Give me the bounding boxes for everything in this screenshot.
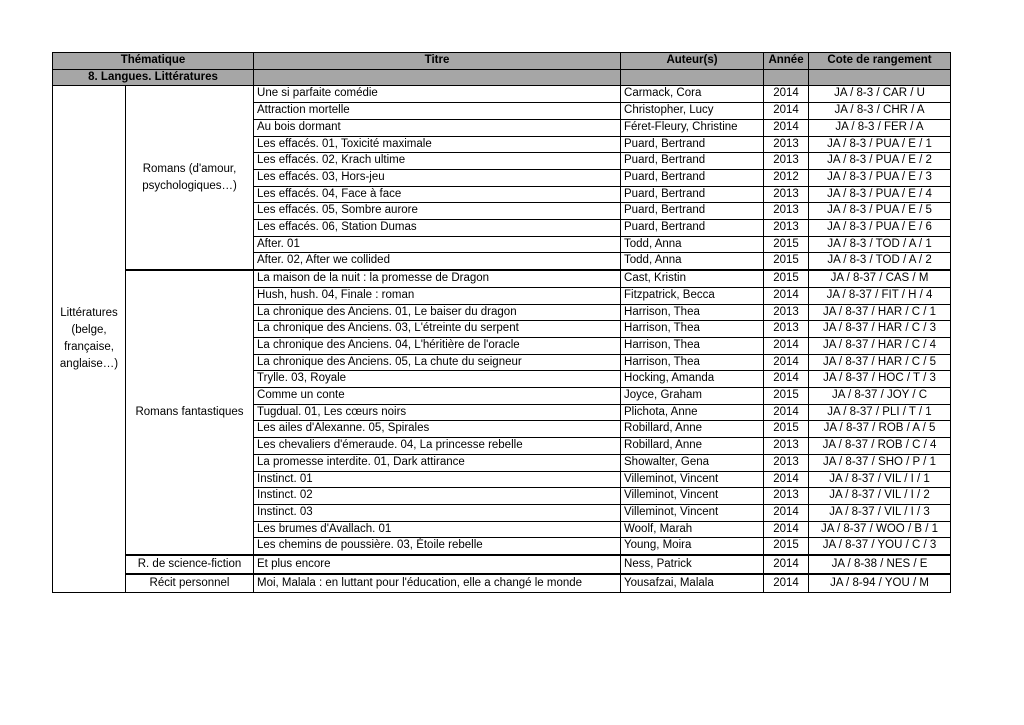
year-cell: 2013 [764, 321, 809, 338]
shelf-code-cell: JA / 8-3 / PUA / E / 3 [809, 169, 951, 186]
year-cell: 2013 [764, 438, 809, 455]
year-cell: 2015 [764, 253, 809, 270]
year-cell: 2013 [764, 203, 809, 220]
group-cell: Romans fantastiques [126, 270, 254, 555]
title-cell: Les effacés. 05, Sombre aurore [254, 203, 621, 220]
year-cell: 2014 [764, 337, 809, 354]
author-cell: Robillard, Anne [621, 421, 764, 438]
table-row [53, 574, 951, 593]
shelf-code-cell: JA / 8-37 / FIT / H / 4 [809, 287, 951, 304]
title-cell: Les chemins de poussière. 03, Étoile rebelle [254, 538, 621, 555]
shelf-code-cell: JA / 8-3 / CHR / A [809, 103, 951, 120]
title-cell: Instinct. 03 [254, 504, 621, 521]
author-cell: Joyce, Graham [621, 388, 764, 405]
title-cell: Les chevaliers d'émeraude. 04, La princesse rebelle [254, 438, 621, 455]
section-empty-cell [809, 69, 951, 86]
shelf-code-cell: JA / 8-3 / TOD / A / 2 [809, 253, 951, 270]
header-cote: Cote de rangement [809, 53, 951, 70]
header-annee: Année [764, 53, 809, 70]
year-cell: 2014 [764, 404, 809, 421]
title-cell: Attraction mortelle [254, 103, 621, 120]
title-cell: Les effacés. 03, Hors-jeu [254, 169, 621, 186]
title-cell: Les effacés. 04, Face à face [254, 186, 621, 203]
shelf-code-cell: JA / 8-37 / YOU / C / 3 [809, 538, 951, 555]
title-cell: La chronique des Anciens. 04, L'héritière de l'oracle [254, 337, 621, 354]
author-cell: Carmack, Cora [621, 86, 764, 103]
year-cell: 2012 [764, 169, 809, 186]
catalog-table [52, 52, 951, 593]
shelf-code-cell: JA / 8-3 / PUA / E / 6 [809, 220, 951, 237]
year-cell: 2015 [764, 388, 809, 405]
shelf-code-cell: JA / 8-3 / TOD / A / 1 [809, 236, 951, 253]
section-empty-cell [764, 69, 809, 86]
shelf-code-cell: JA / 8-37 / VIL / I / 2 [809, 488, 951, 505]
shelf-code-cell: JA / 8-37 / HAR / C / 4 [809, 337, 951, 354]
title-cell: Au bois dormant [254, 119, 621, 136]
year-cell: 2014 [764, 371, 809, 388]
author-cell: Villeminot, Vincent [621, 488, 764, 505]
author-cell: Showalter, Gena [621, 454, 764, 471]
table-row [53, 555, 951, 574]
year-cell: 2013 [764, 153, 809, 170]
year-cell: 2015 [764, 421, 809, 438]
author-cell: Harrison, Thea [621, 354, 764, 371]
section-empty-cell [621, 69, 764, 86]
year-cell: 2014 [764, 574, 809, 593]
table-row [53, 270, 951, 287]
author-cell: Plichota, Anne [621, 404, 764, 421]
year-cell: 2014 [764, 471, 809, 488]
section-empty-cell [254, 69, 621, 86]
year-cell: 2013 [764, 186, 809, 203]
author-cell: Fitzpatrick, Becca [621, 287, 764, 304]
shelf-code-cell: JA / 8-94 / YOU / M [809, 574, 951, 593]
author-cell: Ness, Patrick [621, 555, 764, 574]
author-cell: Puard, Bertrand [621, 186, 764, 203]
author-cell: Harrison, Thea [621, 337, 764, 354]
catalog-body [53, 69, 951, 592]
title-cell: Une si parfaite comédie [254, 86, 621, 103]
title-cell: Les ailes d'Alexanne. 05, Spirales [254, 421, 621, 438]
author-cell: Robillard, Anne [621, 438, 764, 455]
shelf-code-cell: JA / 8-3 / PUA / E / 4 [809, 186, 951, 203]
shelf-code-cell: JA / 8-37 / VIL / I / 1 [809, 471, 951, 488]
theme-cell: Littératures (belge, française, anglaise…) [53, 86, 126, 593]
title-cell: La promesse interdite. 01, Dark attirance [254, 454, 621, 471]
title-cell: La chronique des Anciens. 03, L'étreinte du serpent [254, 321, 621, 338]
header-row [53, 53, 951, 70]
shelf-code-cell: JA / 8-37 / HAR / C / 3 [809, 321, 951, 338]
shelf-code-cell: JA / 8-37 / WOO / B / 1 [809, 521, 951, 538]
header-titre: Titre [254, 53, 621, 70]
author-cell: Todd, Anna [621, 236, 764, 253]
shelf-code-cell: JA / 8-37 / HAR / C / 1 [809, 304, 951, 321]
author-cell: Hocking, Amanda [621, 371, 764, 388]
year-cell: 2013 [764, 220, 809, 237]
title-cell: Les effacés. 06, Station Dumas [254, 220, 621, 237]
group-cell: Récit personnel [126, 574, 254, 593]
author-cell: Yousafzai, Malala [621, 574, 764, 593]
author-cell: Puard, Bertrand [621, 136, 764, 153]
title-cell: Les brumes d'Avallach. 01 [254, 521, 621, 538]
year-cell: 2014 [764, 287, 809, 304]
shelf-code-cell: JA / 8-37 / CAS / M [809, 270, 951, 287]
year-cell: 2013 [764, 304, 809, 321]
group-cell: R. de science-fiction [126, 555, 254, 574]
shelf-code-cell: JA / 8-37 / JOY / C [809, 388, 951, 405]
title-cell: Instinct. 02 [254, 488, 621, 505]
author-cell: Woolf, Marah [621, 521, 764, 538]
year-cell: 2014 [764, 521, 809, 538]
author-cell: Harrison, Thea [621, 321, 764, 338]
year-cell: 2013 [764, 136, 809, 153]
title-cell: Comme un conte [254, 388, 621, 405]
title-cell: After. 02, After we collided [254, 253, 621, 270]
author-cell: Todd, Anna [621, 253, 764, 270]
group-cell: Romans (d'amour, psychologiques…) [126, 86, 254, 270]
shelf-code-cell: JA / 8-37 / ROB / A / 5 [809, 421, 951, 438]
author-cell: Villeminot, Vincent [621, 471, 764, 488]
title-cell: La chronique des Anciens. 01, Le baiser du dragon [254, 304, 621, 321]
author-cell: Puard, Bertrand [621, 220, 764, 237]
author-cell: Puard, Bertrand [621, 153, 764, 170]
year-cell: 2014 [764, 504, 809, 521]
shelf-code-cell: JA / 8-37 / PLI / T / 1 [809, 404, 951, 421]
year-cell: 2013 [764, 488, 809, 505]
author-cell: Cast, Kristin [621, 270, 764, 287]
title-cell: La maison de la nuit : la promesse de Dragon [254, 270, 621, 287]
shelf-code-cell: JA / 8-3 / PUA / E / 1 [809, 136, 951, 153]
author-cell: Villeminot, Vincent [621, 504, 764, 521]
year-cell: 2014 [764, 354, 809, 371]
title-cell: La chronique des Anciens. 05, La chute du seigneur [254, 354, 621, 371]
title-cell: Les effacés. 02, Krach ultime [254, 153, 621, 170]
shelf-code-cell: JA / 8-37 / VIL / I / 3 [809, 504, 951, 521]
year-cell: 2014 [764, 86, 809, 103]
header-thematique: Thématique [53, 53, 254, 70]
title-cell: Instinct. 01 [254, 471, 621, 488]
shelf-code-cell: JA / 8-37 / ROB / C / 4 [809, 438, 951, 455]
shelf-code-cell: JA / 8-3 / PUA / E / 2 [809, 153, 951, 170]
shelf-code-cell: JA / 8-38 / NES / E [809, 555, 951, 574]
year-cell: 2014 [764, 103, 809, 120]
title-cell: Les effacés. 01, Toxicité maximale [254, 136, 621, 153]
header-auteurs: Auteur(s) [621, 53, 764, 70]
year-cell: 2014 [764, 119, 809, 136]
shelf-code-cell: JA / 8-37 / SHO / P / 1 [809, 454, 951, 471]
title-cell: Hush, hush. 04, Finale : roman [254, 287, 621, 304]
author-cell: Puard, Bertrand [621, 169, 764, 186]
title-cell: Et plus encore [254, 555, 621, 574]
shelf-code-cell: JA / 8-3 / CAR / U [809, 86, 951, 103]
author-cell: Young, Moira [621, 538, 764, 555]
section-title: 8. Langues. Littératures [53, 69, 254, 86]
shelf-code-cell: JA / 8-3 / PUA / E / 5 [809, 203, 951, 220]
table-row [53, 86, 951, 103]
title-cell: Trylle. 03, Royale [254, 371, 621, 388]
year-cell: 2015 [764, 270, 809, 287]
shelf-code-cell: JA / 8-3 / FER / A [809, 119, 951, 136]
year-cell: 2015 [764, 236, 809, 253]
author-cell: Christopher, Lucy [621, 103, 764, 120]
author-cell: Puard, Bertrand [621, 203, 764, 220]
shelf-code-cell: JA / 8-37 / HOC / T / 3 [809, 371, 951, 388]
title-cell: After. 01 [254, 236, 621, 253]
year-cell: 2015 [764, 538, 809, 555]
shelf-code-cell: JA / 8-37 / HAR / C / 5 [809, 354, 951, 371]
author-cell: Harrison, Thea [621, 304, 764, 321]
section-row [53, 69, 951, 86]
title-cell: Tugdual. 01, Les cœurs noirs [254, 404, 621, 421]
title-cell: Moi, Malala : en luttant pour l'éducation, elle a changé le monde [254, 574, 621, 593]
year-cell: 2014 [764, 555, 809, 574]
year-cell: 2013 [764, 454, 809, 471]
author-cell: Féret-Fleury, Christine [621, 119, 764, 136]
